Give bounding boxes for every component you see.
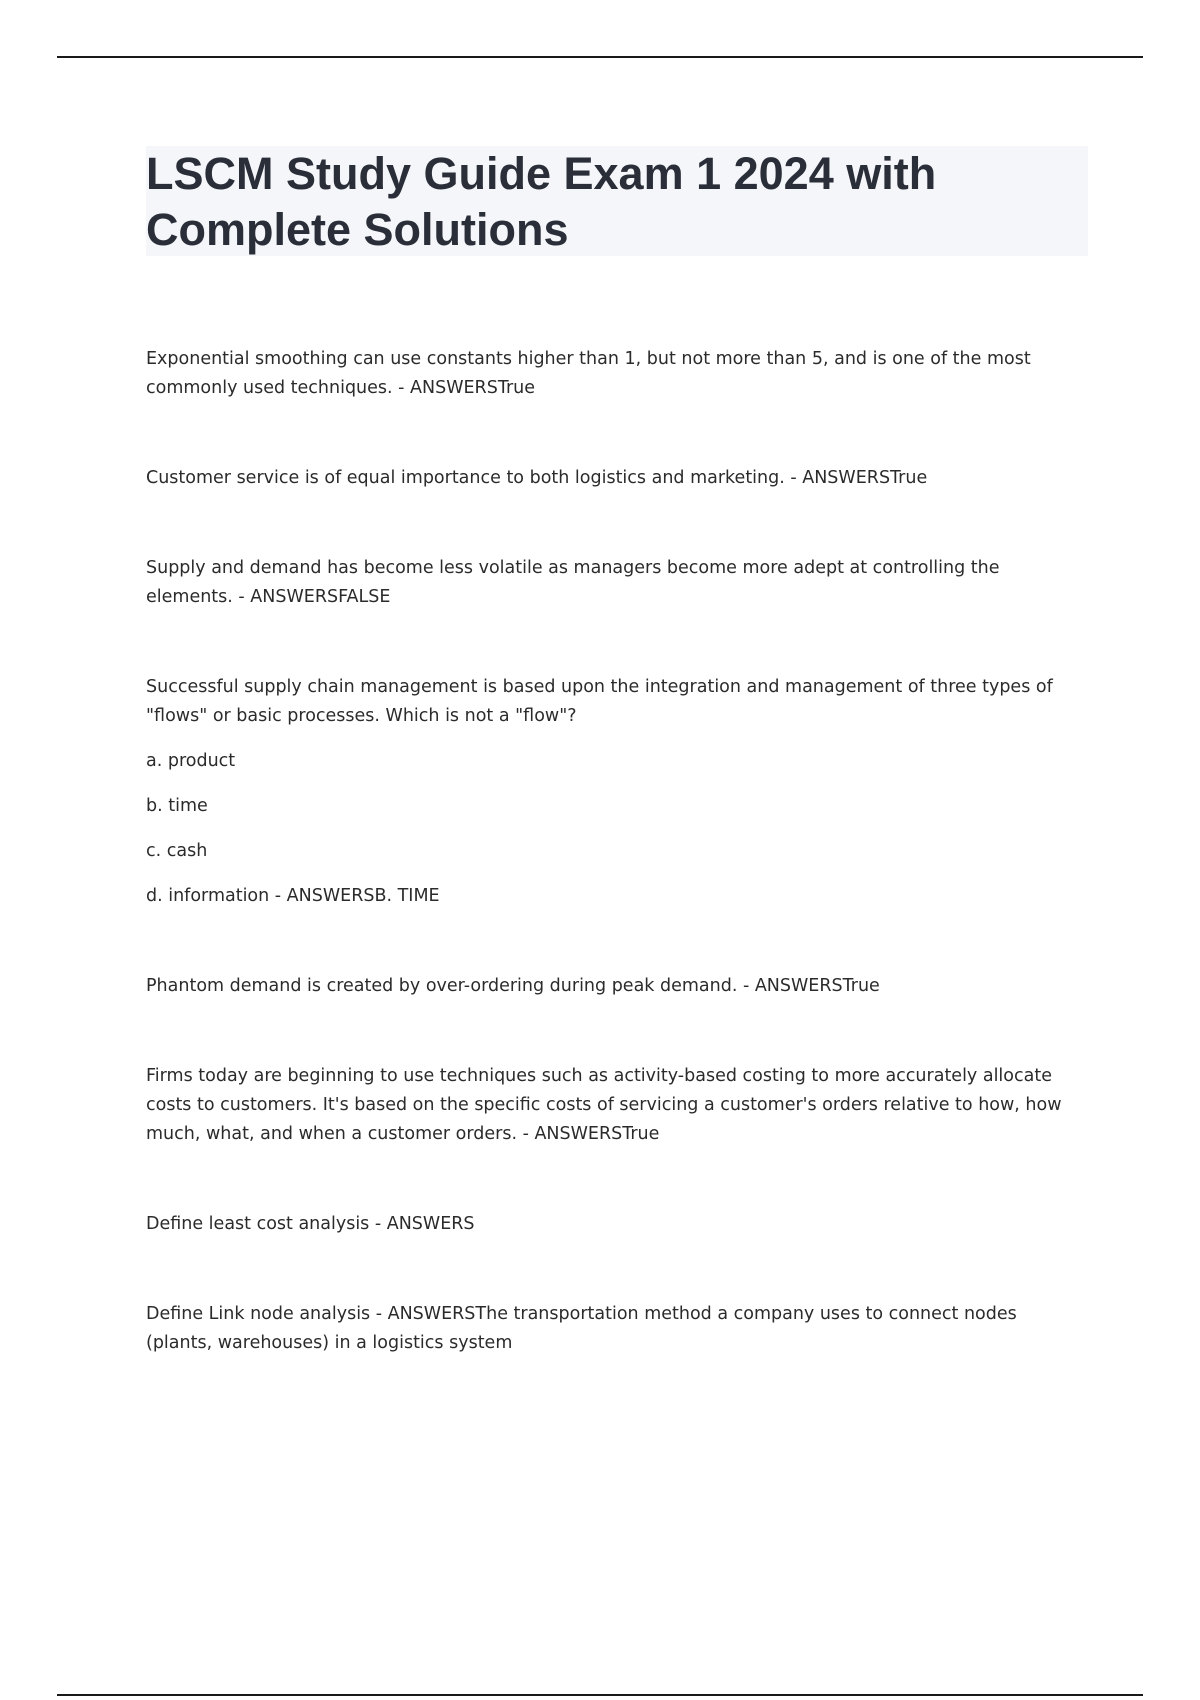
- title-block: [146, 146, 1088, 256]
- qa-text: Firms today are beginning to use techniques such as activity-based costing to more accurately allocate costs to customers. It's based on the specific costs of servicing a customer's orders relative to how, how much, what, and when a customer orders. - ANSWERSTrue: [146, 1066, 1062, 1144]
- qa-option: d. information - ANSWERSB. TIME: [146, 886, 440, 906]
- qa-text: Successful supply chain management is based upon the integration and management of three types of "flows" or basic processes. Which is not a "flow"?: [146, 677, 1053, 726]
- qa-text: Define Link node analysis - ANSWERSThe transportation method a company uses to connect nodes (plants, warehouses) in a logistics system: [146, 1304, 1017, 1353]
- qa-item: [146, 464, 1086, 493]
- qa-item: [146, 1062, 1086, 1149]
- top-rule: [57, 56, 1143, 58]
- qa-item: [146, 673, 1086, 911]
- qa-text: Phantom demand is created by over-ordering during peak demand. - ANSWERSTrue: [146, 976, 880, 996]
- document-title: LSCM Study Guide Exam 1 2024 with Complete Solutions: [146, 148, 937, 255]
- qa-item: [146, 1300, 1086, 1358]
- qa-list: [146, 345, 1086, 1358]
- qa-option: a. product: [146, 751, 236, 771]
- qa-item: [146, 345, 1086, 403]
- qa-item: [146, 972, 1086, 1001]
- qa-text: Define least cost analysis - ANSWERS: [146, 1214, 475, 1234]
- qa-item: [146, 1210, 1086, 1239]
- qa-text: Exponential smoothing can use constants higher than 1, but not more than 5, and is one of the most commonly used techniques. - ANSWERSTrue: [146, 349, 1031, 398]
- qa-text: Supply and demand has become less volatile as managers become more adept at controlling the elements. - ANSWERSFALSE: [146, 558, 1000, 607]
- bottom-rule: [57, 1694, 1143, 1696]
- qa-option: b. time: [146, 796, 208, 816]
- qa-option: c. cash: [146, 841, 208, 861]
- qa-text: Customer service is of equal importance to both logistics and marketing. - ANSWERSTrue: [146, 468, 928, 488]
- qa-item: [146, 554, 1086, 612]
